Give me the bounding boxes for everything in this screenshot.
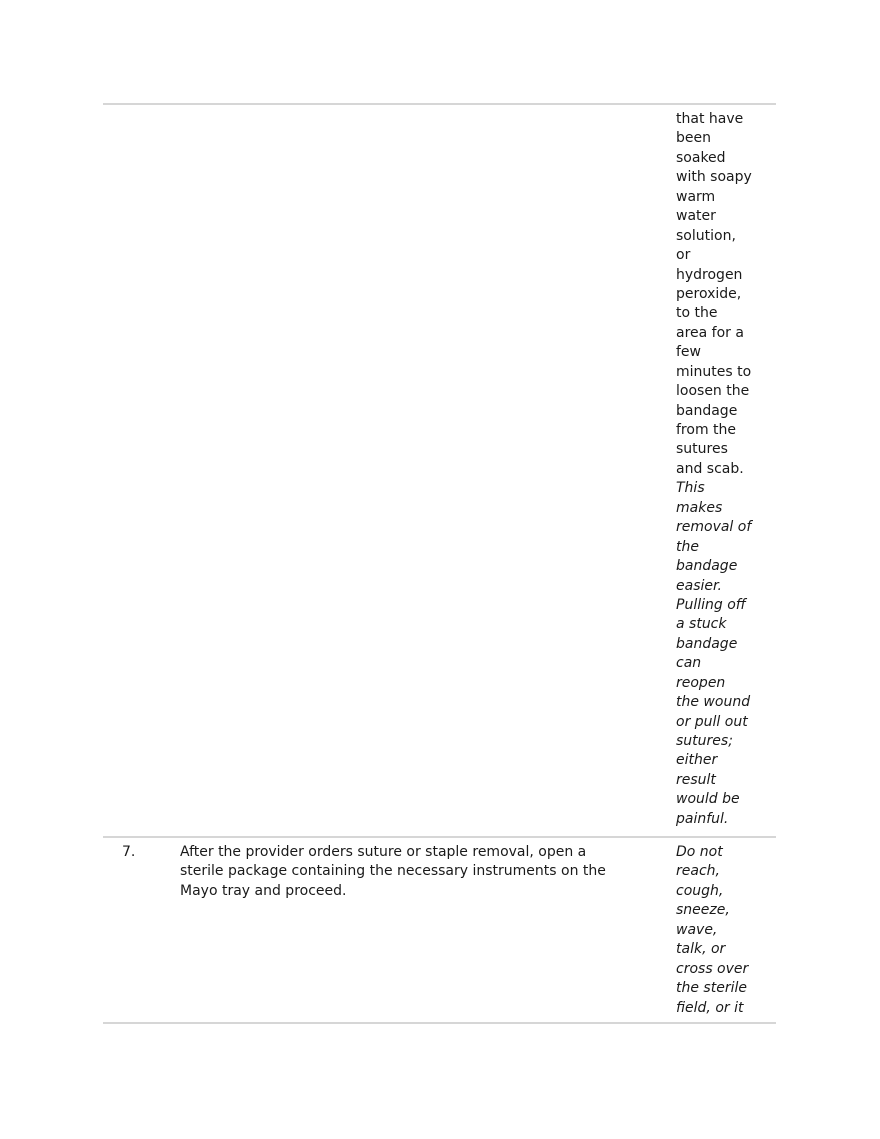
rationale-italic-line: cross over [676,960,749,977]
rationale-line: area for a [676,324,744,341]
rationale-line: from the [676,422,737,438]
rationale-italic-line: This [676,480,705,497]
rationale-italic-line: reopen [676,674,726,691]
row-7-number [122,843,135,862]
rationale-italic-line: a stuck [676,616,727,633]
row-divider [103,836,776,838]
rationale-italic-line: makes [676,499,723,516]
rationale-line: and scab. [676,460,744,477]
rationale-italic-line: talk, or [676,941,726,958]
rationale-line: peroxide, [676,285,742,302]
rationale-line: loosen the [676,383,750,400]
rationale-line: few [676,344,701,361]
rationale-italic-line: wave, [676,921,718,938]
rationale-italic-line: either [676,752,718,769]
rationale-line: soaked [676,149,726,166]
rationale-line: been [676,130,711,147]
rationale-italic-line: cough, [676,882,724,899]
rationale-italic-line: field, or it [676,999,744,1016]
rationale-italic-line: can [676,655,702,672]
rationale-line: solution, [676,227,736,244]
rationale-italic-line: would be [676,791,740,808]
rationale-line: minutes to [676,363,752,380]
rationale-line: with soapy [676,169,752,186]
step-line: Mayo tray and proceed. [180,882,347,899]
rationale-line: warm [676,188,716,205]
rationale-italic-line: bandage [676,558,738,575]
rationale-italic-line: sneeze, [676,902,730,919]
rationale-italic-line: the wound [676,694,751,711]
rationale-line: hydrogen [676,266,743,283]
rationale-italic-line: the sterile [676,980,747,997]
table-top-border [103,103,776,105]
rationale-italic-line: result [676,771,716,788]
row-6-rationale [676,110,752,829]
step-number: 7. [122,844,136,860]
rationale-line: water [676,208,716,225]
rationale-italic-line: easier. [676,577,722,594]
rationale-italic-line: removal of [676,519,752,536]
rationale-italic-line: sutures; [676,733,733,749]
rationale-italic-line: reach, [676,863,720,880]
rationale-line: that have [676,111,744,127]
step-line: After the provider orders suture or staple removal, open a [180,844,587,860]
rationale-italic-line: the [676,538,699,555]
rationale-italic-line: Pulling off [676,596,746,613]
row-7-rationale [676,843,748,1018]
rationale-line: to the [676,305,718,322]
row-7-step [180,843,606,901]
rationale-line: sutures [676,441,728,458]
rationale-line: bandage [676,402,738,419]
rationale-line: or [676,247,691,264]
step-line: sterile package containing the necessary instruments on the [180,863,606,880]
table-bottom-border [103,1022,776,1024]
rationale-italic-line: Do not [676,844,723,860]
rationale-italic-line: bandage [676,635,738,652]
rationale-italic-line: or pull out [676,713,748,730]
rationale-italic-line: painful. [676,810,729,827]
